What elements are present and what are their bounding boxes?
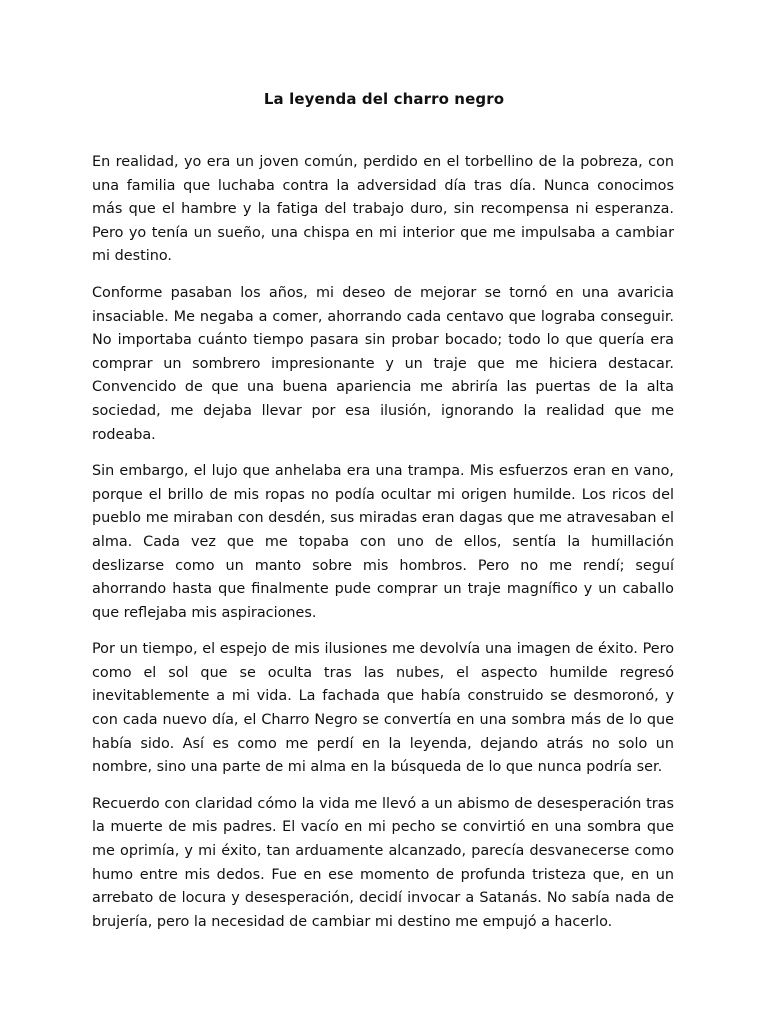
paragraph-5: Recuerdo con claridad cómo la vida me llevó a un abismo de desesperación tras la muerte de mis padres. El vacío en mi pecho se convirtió en una sombra que me oprimía, y mi éxito, tan arduamente alcanzado, parecía desvanecerse como humo entre mis dedos. Fue en ese momento de profunda tristeza que, en un arrebato de locura y desesperación, decidí invocar a Satanás. No sabía nada de brujería, pero la necesidad de cambiar mi destino me empujó a hacerlo. [92,795,674,930]
paragraph-4: Por un tiempo, el espejo de mis ilusiones me devolvía una imagen de éxito. Pero como el sol que se oculta tras las nubes, el aspecto humilde regresó inevitablemente a mi vida. La fachada que había construido se desmoronó, y con cada nuevo día, el Charro Negro se convertía en una sombra más de lo que había sido. Así es como me perdí en la leyenda, dejando atrás no solo un nombre, sino una parte de mi alma en la búsqueda de lo que nunca podría ser. [92,641,674,776]
paragraph-1: En realidad, yo era un joven común, perdido en el torbellino de la pobreza, con una familia que luchaba contra la adversidad día tras día. Nunca conocimos más que el hambre y la fatiga del trabajo duro, sin recompensa ni esperanza. Pero yo tenía un sueño, una chispa en mi interior que me impulsaba a cambiar mi destino. [92,154,674,265]
paragraph-3: Sin embargo, el lujo que anhelaba era una trampa. Mis esfuerzos eran en vano, porque el brillo de mis ropas no podía ocultar mi origen humilde. Los ricos del pueblo me miraban con desdén, sus miradas eran dagas que me atravesaban el alma. Cada vez que me topaba con uno de ellos, sentía la humillación deslizarse como un manto sobre mis hombros. Pero no me rendí; seguí ahorrando hasta que finalmente pude comprar un traje magnífico y un caballo que reflejaba mis aspiraciones. [92,463,674,621]
document-title: La leyenda del charro negro [263,90,505,108]
paragraph-2: Conforme pasaban los años, mi deseo de mejorar se tornó en una avaricia insaciable. Me negaba a comer, ahorrando cada centavo que lograba conseguir. No importaba cuánto tiempo pasara sin probar bocado; todo lo que quería era comprar un sombrero impresionante y un traje que me hiciera destacar. Convencido de que una buena apariencia me abriría las puertas de la alta sociedad, me dejaba llevar por esa ilusión, ignorando la realidad que me rodeaba. [92,284,674,443]
document-body [92,151,674,947]
